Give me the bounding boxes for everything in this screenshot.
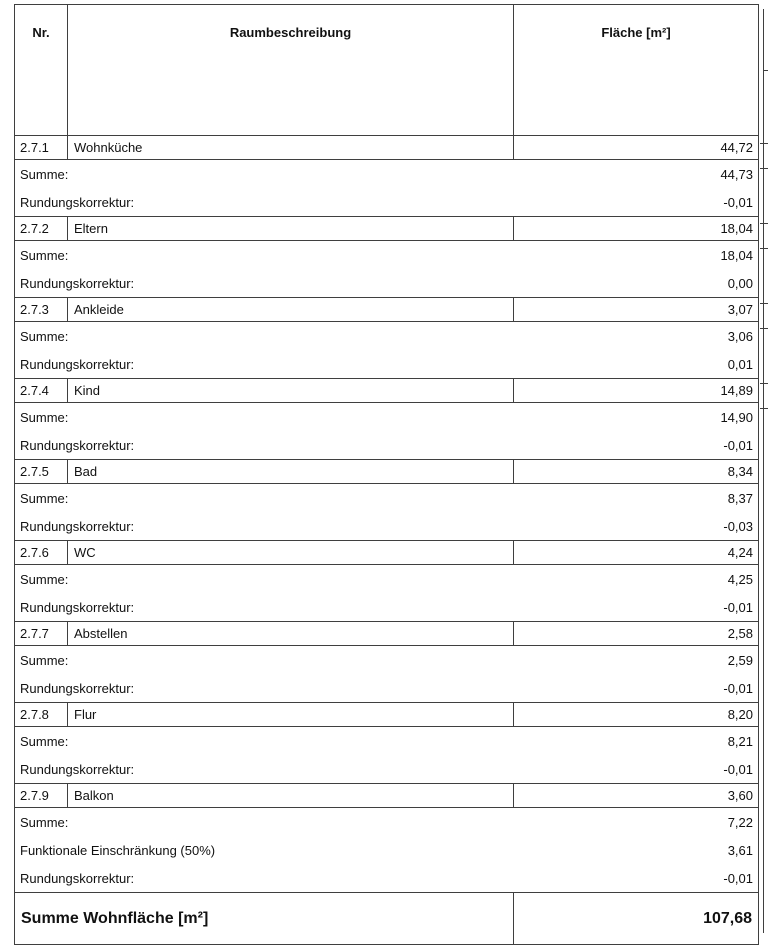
room-block: [15, 541, 758, 622]
summary-label: Summe:: [20, 328, 69, 344]
room-name: WC: [68, 541, 514, 564]
summary-label: Summe:: [20, 247, 69, 263]
summary-row: [15, 160, 758, 188]
summary-row: [15, 808, 758, 836]
summary-row: [15, 350, 758, 378]
header-raumbeschreibung: Raumbeschreibung: [68, 5, 514, 135]
room-row: [15, 784, 758, 808]
summary-row: [15, 431, 758, 459]
summary-label: Summe:: [20, 409, 69, 425]
summary-value: 0,00: [727, 275, 753, 291]
room-name: Balkon: [68, 784, 514, 807]
room-number: 2.7.9: [15, 784, 68, 807]
summary-label: Rundungskorrektur:: [20, 518, 135, 534]
table-header-row: [15, 5, 758, 136]
room-name: Eltern: [68, 217, 514, 240]
room-name: Abstellen: [68, 622, 514, 645]
room-area-value: 8,34: [727, 464, 753, 479]
adjacent-table-row-line: [760, 223, 768, 224]
room-name: Flur: [68, 703, 514, 726]
room-area-value: 4,24: [727, 545, 753, 560]
total-row: [15, 893, 758, 944]
room-block: [15, 379, 758, 460]
room-block: [15, 136, 758, 217]
summary-label: Rundungskorrektur:: [20, 356, 135, 372]
summary-label: Summe:: [20, 166, 69, 182]
room-number: 2.7.8: [15, 703, 68, 726]
summary-row: [15, 188, 758, 216]
room-row: [15, 622, 758, 646]
summary-label: Rundungskorrektur:: [20, 275, 135, 291]
summary-value: 18,04: [720, 247, 753, 263]
room-name: Wohnküche: [68, 136, 514, 159]
summary-label: Rundungskorrektur:: [20, 870, 135, 886]
summary-label: Rundungskorrektur:: [20, 761, 135, 777]
summary-label: Summe:: [20, 571, 69, 587]
room-number: 2.7.6: [15, 541, 68, 564]
summary-value: -0,03: [723, 518, 753, 534]
summary-row: [15, 674, 758, 702]
summary-label: Rundungskorrektur:: [20, 599, 135, 615]
room-row: [15, 136, 758, 160]
room-row: [15, 703, 758, 727]
room-block: [15, 622, 758, 703]
total-value: 107,68: [703, 909, 752, 927]
room-area-value: 3,07: [727, 302, 753, 317]
summary-row: [15, 322, 758, 350]
summary-value: -0,01: [723, 599, 753, 615]
summary-value: 2,59: [727, 652, 753, 668]
summary-row: [15, 646, 758, 674]
adjacent-table-row-line: [760, 328, 768, 329]
summary-row: [15, 512, 758, 540]
summary-value: -0,01: [723, 680, 753, 696]
summary-value: 44,73: [720, 166, 753, 182]
summary-value: 0,01: [727, 356, 753, 372]
summary-row: [15, 755, 758, 783]
room-area-value: 2,58: [727, 626, 753, 641]
summary-value: 3,61: [727, 842, 753, 858]
room-number: 2.7.5: [15, 460, 68, 483]
summary-label: Summe:: [20, 652, 69, 668]
adjacent-table-row-line: [763, 70, 768, 71]
summary-label: Funktionale Einschränkung (50%): [20, 842, 216, 858]
room-area-value: 14,89: [720, 383, 753, 398]
adjacent-table-row-line: [760, 408, 768, 409]
room-row: [15, 460, 758, 484]
adjacent-table-row-line: [760, 303, 768, 304]
room-name: Ankleide: [68, 298, 514, 321]
room-area-value: 3,60: [727, 788, 753, 803]
summary-value: -0,01: [723, 870, 753, 886]
summary-value: -0,01: [723, 761, 753, 777]
room-name: Bad: [68, 460, 514, 483]
room-area-value: 18,04: [720, 221, 753, 236]
adjacent-table-row-line: [760, 168, 768, 169]
summary-label: Rundungskorrektur:: [20, 194, 135, 210]
summary-label: Summe:: [20, 733, 69, 749]
room-block: [15, 217, 758, 298]
adjacent-table-row-line: [760, 383, 768, 384]
summary-row: [15, 593, 758, 621]
total-label: Summe Wohnfläche [m²]: [15, 893, 514, 944]
room-number: 2.7.7: [15, 622, 68, 645]
summary-row: [15, 727, 758, 755]
summary-value: 3,06: [727, 328, 753, 344]
summary-value: -0,01: [723, 194, 753, 210]
summary-value: 8,37: [727, 490, 753, 506]
adjacent-table-row-line: [760, 248, 768, 249]
summary-value: 7,22: [727, 814, 753, 830]
summary-label: Rundungskorrektur:: [20, 680, 135, 696]
summary-label: Summe:: [20, 814, 69, 830]
room-block: [15, 784, 758, 893]
room-area-value: 8,20: [727, 707, 753, 722]
summary-value: -0,01: [723, 437, 753, 453]
summary-row: [15, 269, 758, 297]
room-number: 2.7.1: [15, 136, 68, 159]
summary-row: [15, 241, 758, 269]
header-flaeche: Fläche [m²]: [601, 25, 671, 40]
summary-label: Summe:: [20, 490, 69, 506]
room-area-value: 44,72: [720, 140, 753, 155]
summary-row: [15, 864, 758, 892]
summary-row: [15, 403, 758, 431]
room-row: [15, 298, 758, 322]
room-number: 2.7.3: [15, 298, 68, 321]
room-block: [15, 460, 758, 541]
summary-value: 14,90: [720, 409, 753, 425]
room-number: 2.7.2: [15, 217, 68, 240]
room-row: [15, 217, 758, 241]
summary-row: [15, 565, 758, 593]
room-name: Kind: [68, 379, 514, 402]
room-block: [15, 298, 758, 379]
room-row: [15, 379, 758, 403]
room-area-table: [14, 4, 759, 945]
summary-value: 4,25: [727, 571, 753, 587]
adjacent-table-left-border: [763, 9, 764, 933]
header-nr: Nr.: [15, 5, 68, 135]
room-block: [15, 703, 758, 784]
room-number: 2.7.4: [15, 379, 68, 402]
summary-row: [15, 484, 758, 512]
room-row: [15, 541, 758, 565]
summary-label: Rundungskorrektur:: [20, 437, 135, 453]
adjacent-table-row-line: [760, 143, 768, 144]
summary-row: [15, 836, 758, 864]
summary-value: 8,21: [727, 733, 753, 749]
